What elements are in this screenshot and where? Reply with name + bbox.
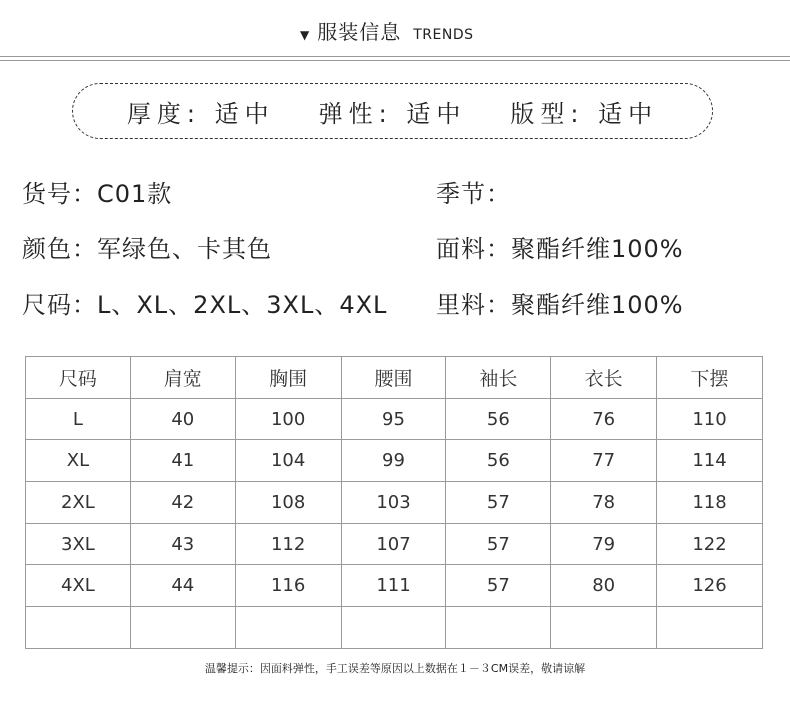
header-title: [300, 16, 474, 45]
table-cell: [551, 607, 657, 649]
info-color: 颜色：军绿色、卡其色: [22, 235, 272, 263]
table-cell: 4XL: [26, 565, 131, 607]
table-cell: 3XL: [26, 523, 131, 565]
info-lining: 里料：聚酯纤维100%: [436, 291, 684, 319]
table-row: [26, 523, 763, 565]
table-cell: [657, 607, 763, 649]
table-cell: 114: [657, 440, 763, 482]
triangle-down-icon: ▼: [300, 28, 310, 42]
info-size: 尺码：L、XL、2XL、3XL、4XL: [22, 291, 388, 319]
table-cell: 80: [551, 565, 657, 607]
table-cell: [341, 607, 446, 649]
table-row: [26, 398, 763, 440]
table-cell: 76: [551, 398, 657, 440]
info-season: 季节：: [436, 180, 511, 208]
table-cell: [130, 607, 235, 649]
table-cell: 44: [130, 565, 235, 607]
table-cell: L: [26, 398, 131, 440]
table-cell: 118: [657, 482, 763, 524]
table-cell: 57: [446, 523, 551, 565]
section-header: [0, 12, 790, 48]
col-header-sleeve: 袖长: [446, 357, 551, 399]
size-note: 温馨提示：因面料弹性，手工误差等原因以上数据在１－３CM误差，敬请谅解: [204, 662, 586, 675]
table-cell: 79: [551, 523, 657, 565]
table-cell: 100: [235, 398, 341, 440]
table-cell: 104: [235, 440, 341, 482]
table-cell: 57: [446, 482, 551, 524]
col-header-size: 尺码: [26, 357, 131, 399]
table-cell: 56: [446, 398, 551, 440]
table-cell: 40: [130, 398, 235, 440]
table-cell: 126: [657, 565, 763, 607]
table-cell: 43: [130, 523, 235, 565]
table-cell: 99: [341, 440, 446, 482]
table-cell: 122: [657, 523, 763, 565]
size-chart-table: [25, 356, 763, 649]
attributes-panel: [72, 83, 713, 139]
col-header-shoulder: 肩宽: [130, 357, 235, 399]
table-cell: 57: [446, 565, 551, 607]
table-row: [26, 565, 763, 607]
header-title-cn: 服装信息: [317, 20, 402, 44]
table-cell: 95: [341, 398, 446, 440]
table-cell: 42: [130, 482, 235, 524]
table-header-row: [26, 357, 763, 399]
table-cell: 107: [341, 523, 446, 565]
info-item-no: 货号：C01款: [22, 180, 173, 208]
table-cell: 108: [235, 482, 341, 524]
table-cell: 110: [657, 398, 763, 440]
table-cell: XL: [26, 440, 131, 482]
header-title-en: TRENDS: [413, 27, 474, 43]
table-row: [26, 440, 763, 482]
table-cell: 77: [551, 440, 657, 482]
table-cell: 116: [235, 565, 341, 607]
col-header-chest: 胸围: [235, 357, 341, 399]
table-cell: [446, 607, 551, 649]
table-cell: [235, 607, 341, 649]
attr-elasticity: 弹性: 适中: [318, 99, 467, 128]
col-header-waist: 腰围: [341, 357, 446, 399]
header-divider-bottom: [0, 60, 790, 61]
table-cell: [26, 607, 131, 649]
table-cell: 103: [341, 482, 446, 524]
table-cell: 112: [235, 523, 341, 565]
table-cell: 41: [130, 440, 235, 482]
table-cell: 78: [551, 482, 657, 524]
table-cell: 111: [341, 565, 446, 607]
attr-fit: 版型: 适中: [510, 99, 659, 128]
col-header-length: 衣长: [551, 357, 657, 399]
info-fabric: 面料：聚酯纤维100%: [436, 235, 684, 263]
col-header-hem: 下摆: [657, 357, 763, 399]
table-row: [26, 607, 763, 649]
table-row: [26, 482, 763, 524]
table-cell: 2XL: [26, 482, 131, 524]
header-divider-top: [0, 56, 790, 57]
table-cell: 56: [446, 440, 551, 482]
attr-thickness: 厚度: 适中: [126, 99, 275, 128]
